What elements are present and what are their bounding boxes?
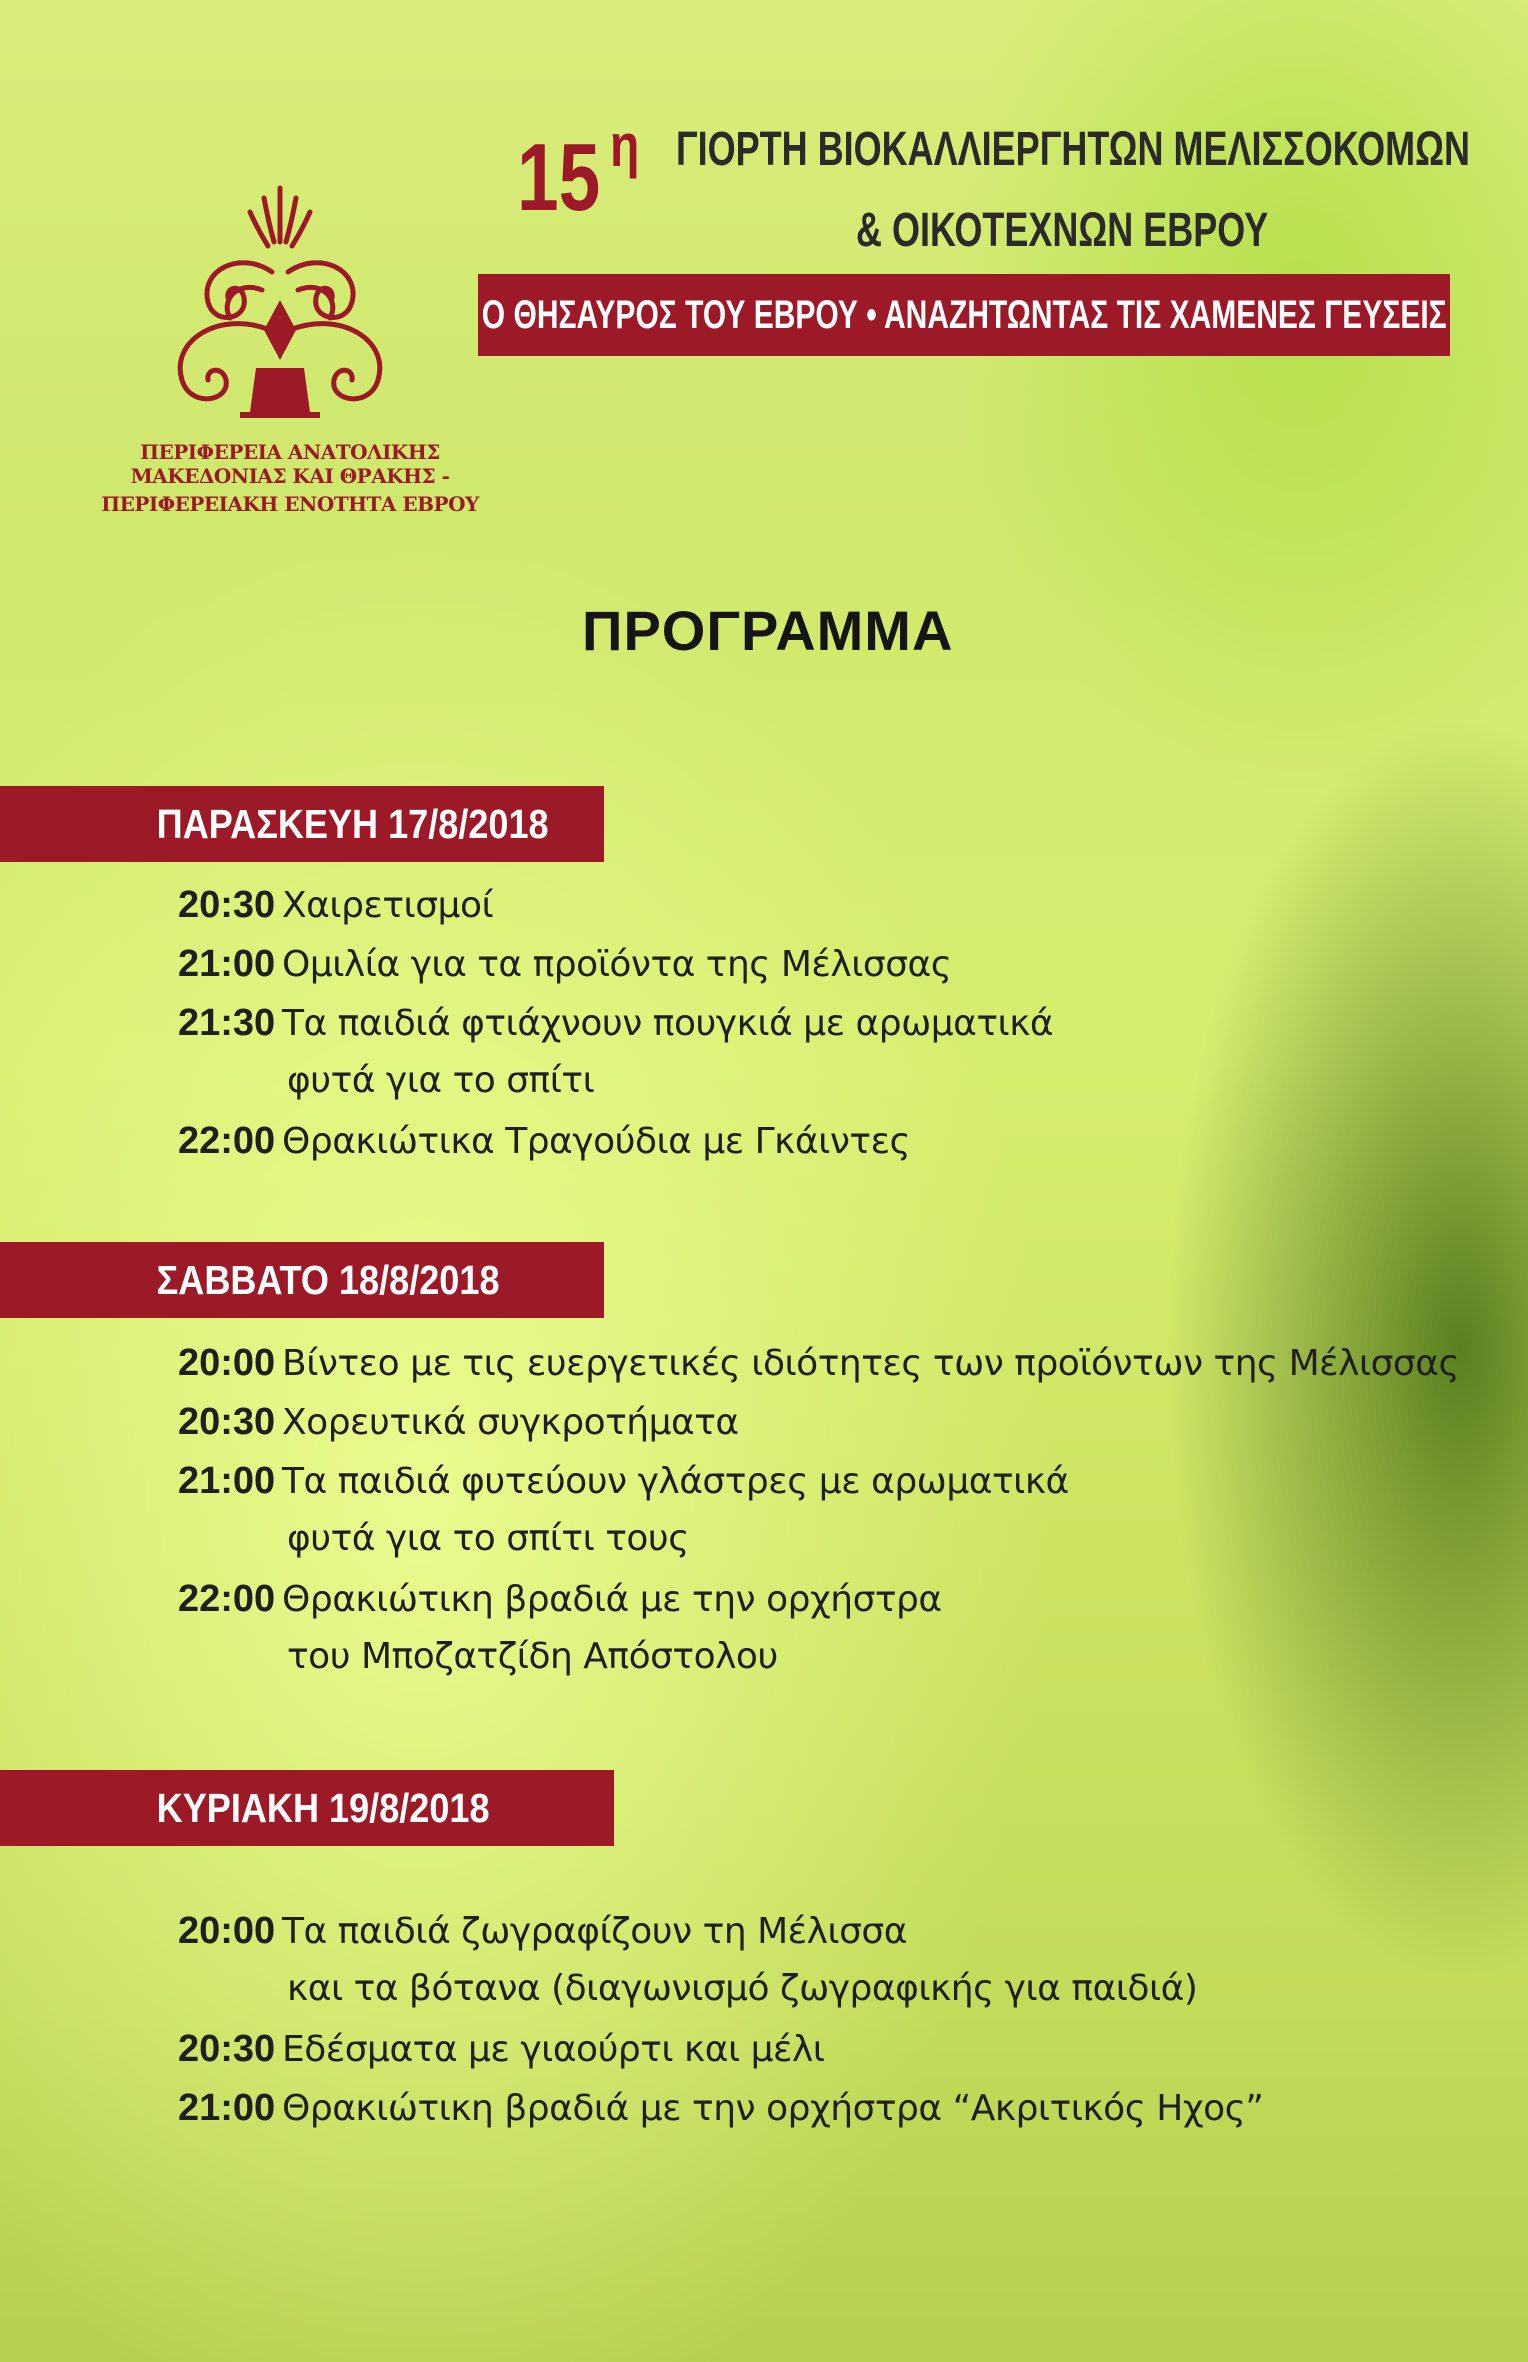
event-description: Θρακιώτικη βραδιά με την ορχήστρα “Ακριτικός Ηχος”: [282, 2088, 1264, 2129]
event-description: Θρακιώτικη βραδιά με την ορχήστρα: [282, 1579, 942, 1620]
event-time: 21:30: [178, 1002, 276, 1044]
schedule-row: [178, 1462, 1069, 1500]
event-time: 20:00: [178, 1342, 276, 1384]
day-label: ΠΑΡΑΣΚΕΥΗ 17/8/2018: [156, 800, 549, 847]
event-time: 20:30: [178, 884, 276, 926]
festival-title-line1: ΓΙΟΡΤΗ ΒΙΟΚΑΛΛΙΕΡΓΗΤΩΝ ΜΕΛΙΣΣΟΚΟΜΩΝ: [676, 123, 1470, 176]
schedule-row: [178, 2030, 824, 2068]
event-time: 22:00: [178, 1120, 276, 1162]
organization-name-line2: ΠΕΡΙΦΕΡΕΙΑΚΗ ΕΝΟΤΗΤΑ ΕΒΡΟΥ: [101, 492, 479, 516]
event-description-continued: του Μποζατζίδη Απόστολου: [287, 1636, 778, 1677]
event-time: 20:30: [178, 1401, 276, 1443]
schedule-row: [178, 1580, 942, 1618]
schedule-row: [178, 945, 951, 983]
schedule-row: [178, 886, 493, 924]
region-logo-icon: [160, 180, 400, 420]
day-banner-saturday: [0, 1242, 604, 1318]
event-description: Χορευτικά συγκροτήματα: [282, 1402, 739, 1443]
day-banner-sunday: [0, 1770, 614, 1846]
event-time: 21:00: [178, 1460, 276, 1502]
edition-number: 15: [517, 124, 601, 231]
schedule-row: [178, 1344, 1459, 1382]
event-description: Τα παιδιά φτιάχνουν πουγκιά με αρωματικά: [282, 1003, 1054, 1044]
event-description: Τα παιδιά φυτεύουν γλάστρες με αρωματικά: [282, 1461, 1069, 1502]
event-description: Εδέσματα με γιαούρτι και μέλι: [282, 2029, 825, 2070]
event-description: Χαιρετισμοί: [282, 885, 494, 926]
event-description-continued: φυτά για το σπίτι: [287, 1060, 595, 1101]
schedule-row: [178, 1122, 910, 1160]
event-time: 20:00: [178, 1910, 276, 1952]
event-description-continued: και τα βότανα (διαγωνισμό ζωγραφικής για παιδιά): [287, 1968, 1198, 2009]
schedule-row: [178, 2089, 1263, 2127]
edition-ordinal-suffix: η: [610, 112, 640, 179]
festival-motto-banner: [478, 274, 1450, 356]
schedule-row: [178, 1403, 739, 1441]
event-time: 21:00: [178, 943, 276, 985]
day-label: ΣΑΒΒΑΤΟ 18/8/2018: [156, 1256, 500, 1303]
event-description-continued: φυτά για το σπίτι τους: [287, 1518, 689, 1559]
event-description: Βίντεο με τις ευεργετικές ιδιότητες των προϊόντων της Μέλισσας: [282, 1343, 1460, 1384]
event-description: Τα παιδιά ζωγραφίζουν τη Μέλισσα: [282, 1911, 907, 1952]
schedule-row: [178, 1912, 907, 1950]
organization-name-line1: ΠΕΡΙΦΕΡΕΙΑ ΑΝΑΤΟΛΙΚΗΣ ΜΑΚΕΔΟΝΙΑΣ ΚΑΙ ΘΡΑΚΗΣ -: [130, 440, 450, 488]
event-time: 22:00: [178, 1578, 276, 1620]
schedule-row: [178, 1004, 1053, 1042]
program-title: ΠΡΟΓΡΑΜΜΑ: [582, 599, 954, 662]
event-description: Θρακιώτικα Τραγούδια με Γκάιντες: [282, 1121, 911, 1162]
festival-title-line2: & ΟΙΚΟΤΕΧΝΩΝ ΕΒΡΟΥ: [856, 204, 1269, 257]
event-description: Ομιλία για τα προϊόντα της Μέλισσας: [282, 944, 952, 985]
event-time: 20:30: [178, 2028, 276, 2070]
day-label: ΚΥΡΙΑΚΗ 19/8/2018: [156, 1784, 490, 1831]
festival-motto: Ο ΘΗΣΑΥΡΟΣ ΤΟΥ ΕΒΡΟΥ • ΑΝΑΖΗΤΩΝΤΑΣ ΤΙΣ ΧΑΜΕΝΕΣ ΓΕΥΣΕΙΣ: [481, 292, 1447, 337]
day-banner-friday: [0, 786, 604, 862]
event-time: 21:00: [178, 2087, 276, 2129]
